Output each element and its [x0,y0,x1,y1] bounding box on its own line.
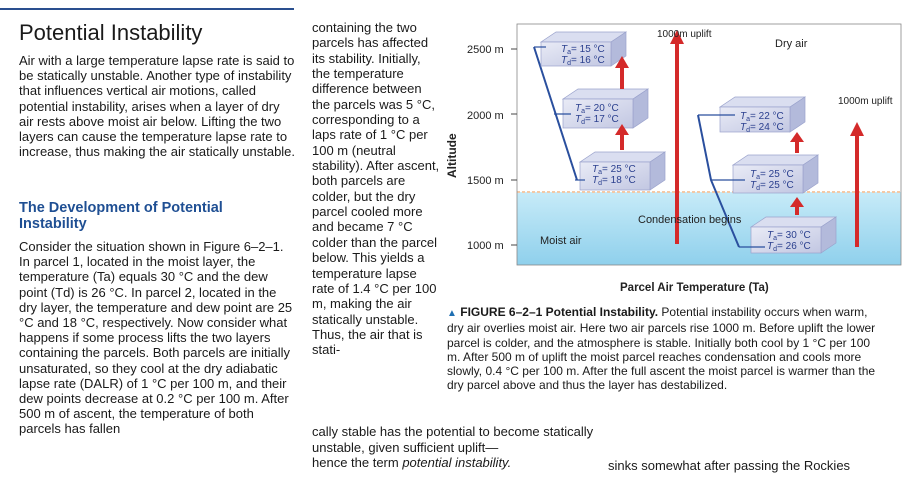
dry-air-label: Dry air [775,38,808,50]
left-parcel-top [534,32,626,67]
continuation-line-2 [312,455,612,471]
tick-1000: 1000 m [467,240,504,252]
section-title: Potential Instability [19,20,203,45]
left-parcel-td-top: = 16 °C [571,55,605,66]
uplift-right-label: 1000m uplift [838,96,893,107]
subsection-title: The Development of Potential Instability [19,200,223,232]
term-potential-instability: potential instability. [402,455,512,471]
uplift-left-label: 1000m uplift [657,29,712,40]
continuation-prefix: hence the term [312,455,403,471]
left-parcel-ta-mid: = 20 °C [585,103,619,114]
left-parcel-bottom [575,152,665,190]
svg-text:Ta= 15 °C: $T_a= 15$ °C [561,44,605,56]
svg-text:Td= 17 °C: $T_d= 17$ °C [575,114,619,126]
svg-text:Ta= 30 °C: $T_a= 30$ °C [767,230,811,242]
caption-text: Potential instability occurs when warm, dry air overlies moist air. Here two air parcels rise 1000 m. Before uplift the lower parcel is colder, and the atmosphere is stable. Initially both cool by 1 °C per 100 m. After 500 m of uplift the moist parcel reaches condensation and cools more slowly, 0.4 °C per 100 m. After the full ascent the moist parcel is warmer than the dry parcel above and thus the layer has destabilized. [447,305,876,393]
svg-text:Td= 25 °C: $T_d= 25$ °C [750,180,794,192]
right-parcel-ta-bottom: = 30 °C [777,230,811,241]
svg-text:Ta= 25 °C: $T_a= 25$ °C [750,169,794,181]
left-parcel-td-mid: = 17 °C [585,114,619,125]
x-axis-label: Parcel Air Temperature (Ta) [620,282,769,294]
svg-text:Ta= 25 °C: $T_a= 25$ °C [592,164,636,176]
body-paragraph-1: Consider the situation shown in Figure 6–2–1. In parcel 1, located in the moist layer, the temperature (Ta) equals 30 °C and the dew point (Td) is 26 °C. In parcel 2, located in the dry layer, the temperature and dew point are 25 °C and 18 °C, respectively. Now consider what happens if some process lifts the two layers containing the parcels. Both parcels are initially unsaturated, so they cool at the dry adiabatic lapse rate (DALR) of 1 °C per 100 m, and their dew points decrease at 0.2 °C per 100 m. After 500 m of ascent, the temperature of both parcels has fallen [19,239,293,437]
right-parcel-ta-top: = 22 °C [750,111,784,122]
next-column-snippet: sinks somewhat after passing the Rockies [608,458,851,473]
intro-paragraph: Air with a large temperature lapse rate is said to be statically unstable. Another type of instability that influences vertical air motions, called potential instability, arises when a layer of dry air rests above moist air below. Lifting the two layers can cause the temperature lapse rate to increase, thus making the air statically unstable. [19,53,296,160]
y-axis-label: Altitude [445,133,459,178]
condensation-label: Condensation begins [638,214,742,226]
svg-text:Ta= 20 °C: $T_a= 20$ °C [575,103,619,115]
svg-text:Td= 16 °C: $T_d= 16$ °C [561,55,605,67]
column-2 [312,20,440,358]
tick-2500: 2500 m [467,44,504,56]
caption-marker-icon: ▲ [447,308,457,319]
top-rule [0,0,294,10]
svg-text:Td= 18 °C: $T_d= 18$ °C [592,175,636,187]
right-parcel-td-top: = 24 °C [750,122,784,133]
svg-text:Td= 26 °C: $T_d= 26$ °C [767,241,811,253]
svg-text:1000m uplift [657,29,712,40]
moist-air-label: Moist air [540,235,582,247]
moist-layer [517,192,901,265]
right-parcel-ta-mid: = 25 °C [760,169,794,180]
svg-text:Td= 24 °C: $T_d= 24$ °C [740,122,784,134]
altitude-ticks [467,44,517,252]
figure-caption [447,305,882,393]
svg-text:1000m uplift [838,96,893,107]
right-parcel-td-mid: = 25 °C [760,180,794,191]
caption-label: FIGURE 6–2–1 Potential Instability. [460,305,659,319]
tick-1500: 1500 m [467,175,504,187]
left-parcel-ta-top: = 15 °C [571,44,605,55]
svg-text:Ta= 22 °C: $T_a= 22$ °C [740,111,784,123]
left-parcel-ta-bottom: = 25 °C [602,164,636,175]
right-parcel-td-bottom: = 26 °C [777,241,811,252]
tick-2000: 2000 m [467,110,504,122]
continuation [312,424,612,471]
left-parcel-td-bottom: = 18 °C [602,175,636,186]
continuation-line-1: cally stable has the potential to become statically unstable, given sufficient uplift— [312,424,594,455]
figure-potential-instability [445,22,905,302]
body-paragraph-2: containing the two parcels has affected its stability. Initially, the temperature difference between the parcels was 5 °C, corresponding to a laps rate of 1 °C per 100 m (neutral stability). After ascent, both parcels are colder, but the dry parcel cooled more and became 7 °C colder than the parcel below. This yields a temperature lapse rate of 1.4 °C per 100 m, making the air statically unstable. Thus, the air that is stati- [312,20,440,358]
